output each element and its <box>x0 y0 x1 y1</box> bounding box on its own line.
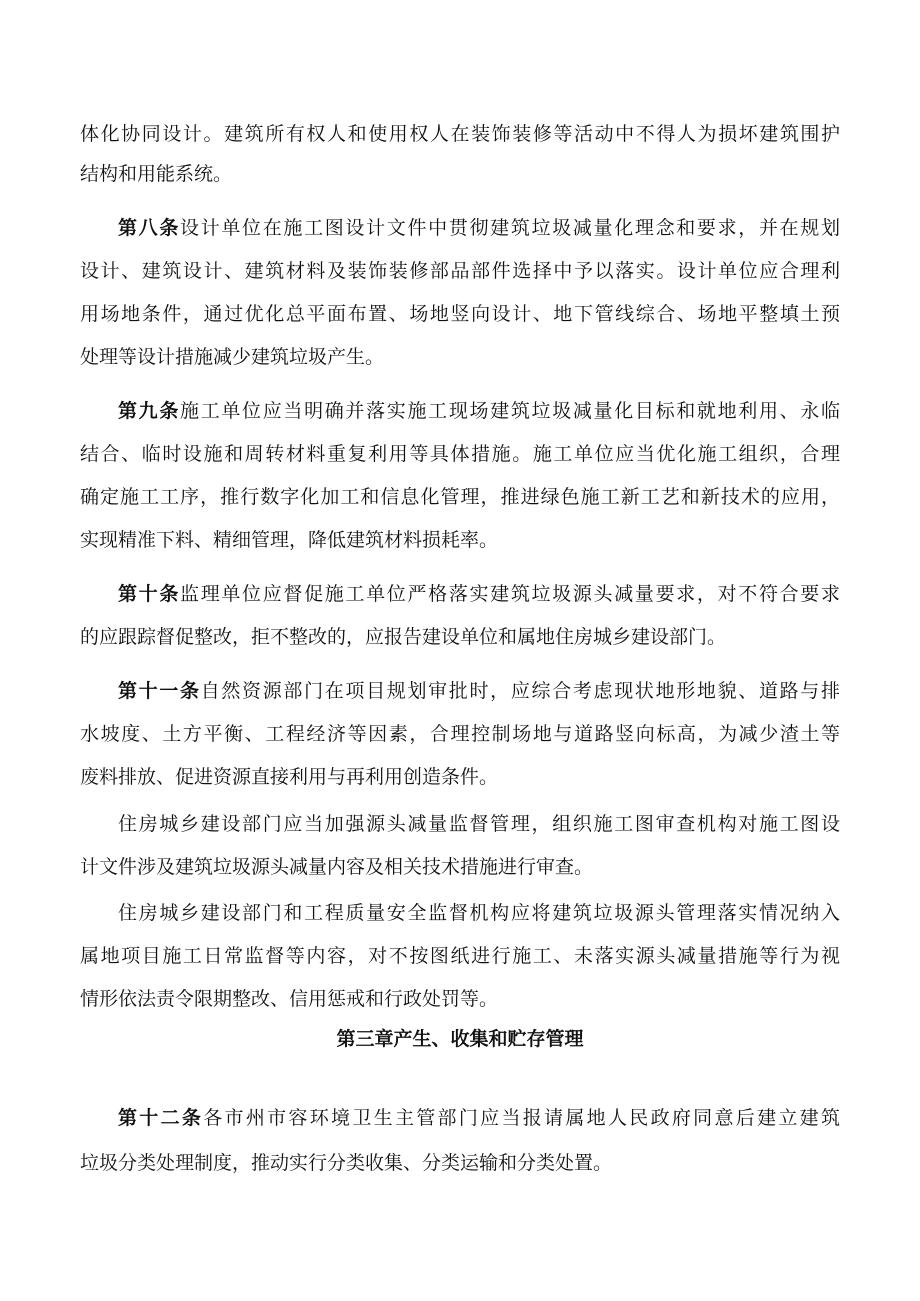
chapter-heading: 第三章产生、收集和贮存管理 <box>336 1028 584 1050</box>
text-line: 确定施工工序，推行数字化加工和信息化管理，推进绿色施工新工艺和新技术的应用， <box>80 486 840 508</box>
article-text: 设计单位在施工图设计文件中贯彻建筑垃圾减量化理念和要求，并在规划 <box>180 217 840 239</box>
article-text: 监理单位应督促施工单位严格落实建筑垃圾源头减量要求，对不符合要求 <box>180 583 840 605</box>
article-number: 第十一条 <box>118 680 201 702</box>
text-line: 水坡度、土方平衡、工程经济等因素，合理控制场地与道路竖向标高，为减少渣土等 <box>80 723 840 745</box>
text-line: 处理等设计措施减少建筑垃圾产生。 <box>80 346 385 368</box>
text-line <box>118 216 840 240</box>
text-line <box>118 582 840 606</box>
text-line: 设计、建筑设计、建筑材料及装饰装修部品部件选择中予以落实。设计单位应合理利 <box>80 260 840 282</box>
text-line: 垃圾分类处理制度，推动实行分类收集、分类运输和分类处置。 <box>80 1152 613 1174</box>
text-line: 实现精准下料、精细管理，降低建筑材料损耗率。 <box>80 529 499 551</box>
article-number: 第八条 <box>118 217 181 239</box>
article-number: 第九条 <box>118 400 181 422</box>
article-text: 施工单位应当明确并落实施工现场建筑垃圾减量化目标和就地利用、永临 <box>180 400 840 422</box>
article-text: 自然资源部门在项目规划审批时，应综合考虑现状地形地貌、道路与排 <box>200 680 840 702</box>
text-line <box>118 1106 840 1130</box>
text-line: 废料排放、促进资源直接利用与再利用创造条件。 <box>80 766 499 788</box>
text-line <box>118 399 840 423</box>
text-line: 的应跟踪督促整改，拒不整改的，应报告建设单位和属地住房城乡建设部门。 <box>80 626 727 648</box>
text-line: 住房城乡建设部门和工程质量安全监督机构应将建筑垃圾源头管理落实情况纳入 <box>118 902 840 924</box>
text-line: 结构和用能系统。 <box>80 163 233 185</box>
article-number: 第十条 <box>118 583 181 605</box>
text-line: 情形依法责令限期整改、信用惩戒和行政处罚等。 <box>80 988 499 1010</box>
text-line: 用场地条件，通过优化总平面布置、场地竖向设计、地下管线综合、场地平整填土预 <box>80 303 840 325</box>
article-text: 各市州市容环境卫生主管部门应当报请属地人民政府同意后建立建筑 <box>203 1107 840 1129</box>
text-line: 结合、临时设施和周转材料重复利用等具体措施。施工单位应当优化施工组织，合理 <box>80 443 840 465</box>
text-line: 属地项目施工日常监督等内容，对不按图纸进行施工、未落实源头减量措施等行为视 <box>80 945 840 967</box>
text-line <box>118 679 840 703</box>
text-line: 住房城乡建设部门应当加强源头减量监督管理，组织施工图审查机构对施工图设 <box>118 813 840 835</box>
text-line: 计文件涉及建筑垃圾源头减量内容及相关技术措施进行审查。 <box>80 856 594 878</box>
article-number: 第十二条 <box>118 1107 204 1129</box>
text-line: 体化协同设计。建筑所有权人和使用权人在装饰装修等活动中不得人为损坏建筑围护 <box>80 123 840 145</box>
